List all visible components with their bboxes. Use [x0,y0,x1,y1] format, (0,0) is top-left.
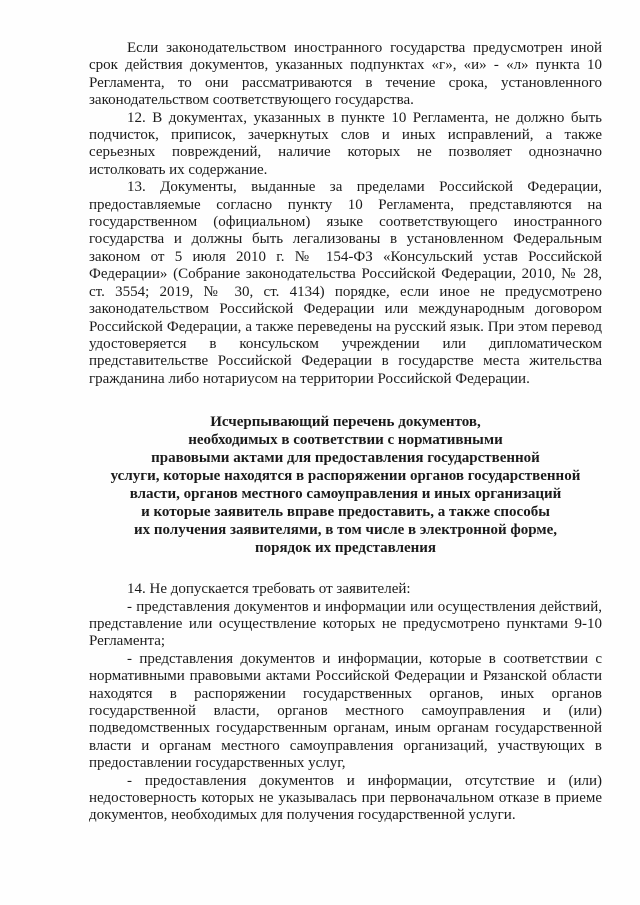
section-heading [89,413,602,557]
heading-line: власти, органов местного самоуправления и иных организаций [129,486,562,503]
heading-line: Исчерпывающий перечень документов, [210,414,481,431]
paragraph-13-foreign-documents: 13. Документы, выданные за пределами Российской Федерации, предоставляемые согласно пункту 10 Регламента, представляются на государственном (официальном) языке соответствующего иностранного государства и должны быть легализованы в установленном Федеральным законом от 5 июля 2010 г. № 154-ФЗ «Консульский устав Российской Федерации» (Собрание законодательства Российской Федерации, 2010, № 28, ст. 3554; 2019, № 30, ст. 4134) порядке, если иное не предусмотрено законодательством Российской Федерации или международным договором Российской Федерации, а также переведены на русский язык. При этом перевод удостоверяется в консульском учреждении или дипломатическом представительстве Российской Федерации в государстве места жительства гражданина либо нотариусом на территории Российской Федерации. [89,179,602,387]
list-item-documents-held: - представления документов и информации, которые в соответствии с нормативными правовыми актами Российской Федерации и Рязанской области находятся в распоряжении государственных органов, иных органов государственной власти, органов местного самоуправления и (или) подведомственных государственным органам, иным органам государственной власти и органам местного самоуправления организаций, участвующих в предоставлении государственных услуг, [89,650,602,772]
heading-line: и которые заявитель вправе предоставить, а также способы [141,504,550,521]
paragraph-foreign-validity: Если законодательством иностранного государства предусмотрен иной срок действия документов, указанных подпунктах «г», «и» - «л» пункта 10 Регламента, то они рассматриваются в течение срока, установленного законодательством соответствующего государства. [89,40,602,109]
heading-line: правовыми актами для предоставления государственной [151,450,540,467]
heading-line: порядок их представления [254,540,437,557]
paragraph-14-intro: 14. Не допускается требовать от заявителей: [127,581,411,598]
page-content [89,40,602,825]
list-item-initial-refusal: - предоставления документов и информации, отсутствие и (или) недостоверность которых не указывалась при первоначальном отказе в приеме документов, необходимых для получения государственной услуги. [89,772,602,824]
heading-line: их получения заявителями, в том числе в электронной форме, [133,522,558,539]
paragraph-12-no-corrections: 12. В документах, указанных в пункте 10 Регламента, не должно быть подчисток, приписок, зачеркнутых слов и иных исправлений, а также серьезных повреждений, наличие которых не позволяет однозначно истолковать их содержание. [89,109,602,178]
heading-line: необходимых в соответствии с нормативными [188,432,503,449]
list-item-actions: - представления документов и информации или осуществления действий, представление или осуществление которых не предусмотрено пунктами 9-10 Регламента; [89,598,602,650]
heading-line: услуги, которые находятся в распоряжении органов государственной [110,468,581,485]
